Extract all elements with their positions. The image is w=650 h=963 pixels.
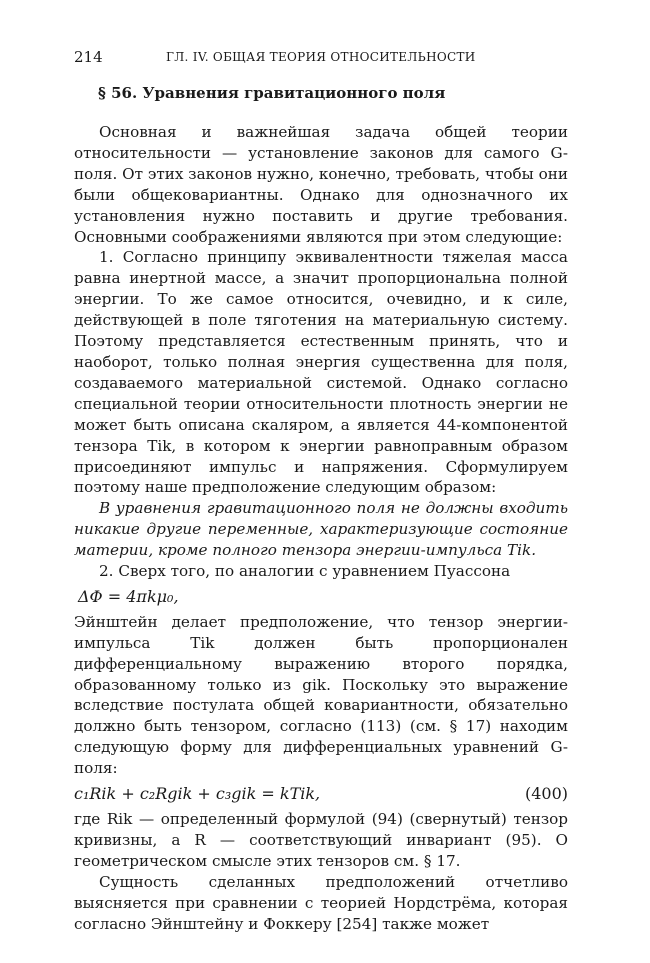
page-number: 214 (74, 48, 103, 66)
paragraph-point-2: 2. Сверх того, по аналогии с уравнением Пуассона (99, 562, 511, 581)
equation-number: (400) (524, 784, 568, 804)
poisson-equation: ΔΦ = 4πkμ₀, (78, 586, 179, 606)
body-text (74, 122, 568, 934)
field-equation-body: c₁Rik + c₂Rgik + c₃gik = kTik, (74, 784, 321, 804)
running-title: ГЛ. IV. ОБЩАЯ ТЕОРИЯ ОТНОСИТЕЛЬНОСТИ (166, 50, 476, 64)
field-equation (74, 784, 568, 805)
paragraph-postulate: В уравнения гравитационного поля не должны входить никакие другие переменные, характеризующие состояние материи, кроме полного тензора энергии-импульса Tik. (74, 499, 568, 560)
section-title: § 56. Уравнения гравитационного поля (98, 84, 446, 102)
paragraph-point-1: 1. Согласно принципу эквивалентности тяжелая масса равна инертной массе, а значит пропорциональна полной энергии. То же самое относится, очевидно, и к силе, действующей в поле тяготения на материальную систему. Поэтому представляется естественным принять, что и наоборот, только полная энергия существенна для поля, создаваемого материальной системой. Однако согласно специальной теории относительности плотность энергии не может быть описана скаляром, а является 44-компонентой тензора Tik, в котором к энергии равноправным образом присоединяют импульс и напряжения. Сформулируем поэтому наше предположение следующим образом: (74, 248, 568, 497)
paragraph-nordstrom: Сущность сделанных предположений отчетливо выясняется при сравнении с теорией Нордстрёма, которая согласно Эйнштейну и Фоккеру [254] также может (74, 872, 568, 933)
paragraph-intro: Основная и важнейшая задача общей теории относительности — установление законов для самого G-поля. От этих законов нужно, конечно, требовать, чтобы они были общековариантны. Однако для однозначного их установления нужно поставить и другие требования. Основными соображениями являются при этом следующие: (74, 123, 568, 246)
running-header (74, 48, 568, 70)
paragraph-einstein: Эйнштейн делает предположение, что тензор энергии-импульса Tik должен быть пропорционален дифференциальному выражению второго порядка, образованному только из gik. Поскольку это выражение вследствие постулата общей ковариантности, обязательно должно быть тензором, согласно (113) (см. § 17) находим следующую форму для дифференциальных уравнений G-поля: (74, 612, 568, 778)
paragraph-definitions: где Rik — определенный формулой (94) (свернутый) тензор кривизны, а R — соответствующий инвариант (95). О геометрическом смысле этих тензоров см. § 17. (74, 810, 568, 870)
